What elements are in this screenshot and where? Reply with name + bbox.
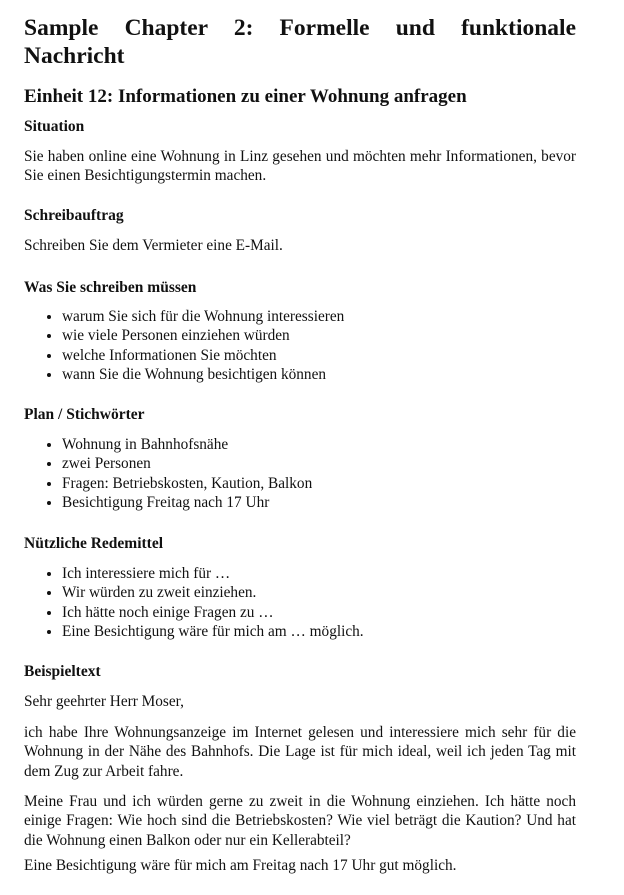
list-item: • welche Informationen Sie möchten <box>62 346 576 365</box>
must-write-list <box>24 307 576 385</box>
chapter-title <box>24 14 576 70</box>
must-write-heading: Was Sie schreiben müssen <box>24 279 197 296</box>
plan-heading: Plan / Stichwörter <box>24 406 145 423</box>
sample-paragraph: Meine Frau und ich würden gerne zu zweit in die Wohnung einziehen. Ich hätte noch einige Fragen: Wie hoch sind die Betriebskosten? Wie viel beträgt die Kaution? Und hat die Wohnung einen Balkon oder nur ein Kellerabteil? <box>24 793 576 849</box>
list-item: • Ich hätte noch einige Fragen zu … <box>62 603 576 622</box>
unit-title: Einheit 12: Informationen zu einer Wohnung anfragen <box>24 86 467 107</box>
list-item: • warum Sie sich für die Wohnung interessieren <box>62 307 576 326</box>
list-item: • Wohnung in Bahnhofsnähe <box>62 435 576 454</box>
list-item: • Eine Besichtigung wäre für mich am … möglich. <box>62 622 576 641</box>
sample-heading: Beispieltext <box>24 663 101 680</box>
list-item: • zwei Personen <box>62 454 576 473</box>
sample-paragraph: ich habe Ihre Wohnungsanzeige im Internet gelesen und interessiere mich sehr für die Wohnung in der Nähe des Bahnhofs. Die Lage ist für mich ideal, weil ich jeden Tag mit dem Zug zur Arbeit fahre. <box>24 724 576 780</box>
situation-heading: Situation <box>24 118 85 135</box>
phrases-heading: Nützliche Redemittel <box>24 535 164 552</box>
list-item: • Wir würden zu zweit einziehen. <box>62 583 576 602</box>
list-item: • Ich interessiere mich für … <box>62 564 576 583</box>
chapter-title-line2: Nachricht <box>24 43 125 69</box>
plan-list <box>24 435 576 513</box>
sample-paragraph: Eine Besichtigung wäre für mich am Freitag nach 17 Uhr gut möglich. <box>24 857 457 874</box>
task-heading: Schreibauftrag <box>24 207 124 224</box>
list-item: • Fragen: Betriebskosten, Kaution, Balkon <box>62 474 576 493</box>
list-item: • Besichtigung Freitag nach 17 Uhr <box>62 493 576 512</box>
task-text: Schreiben Sie dem Vermieter eine E-Mail. <box>24 237 283 254</box>
list-item: • wann Sie die Wohnung besichtigen können <box>62 365 576 384</box>
situation-text: Sie haben online eine Wohnung in Linz gesehen und möchten mehr Informationen, bevor Sie einen Besichtigungstermin machen. <box>24 148 576 185</box>
chapter-title-line1: Sample Chapter 2: Formelle und funktionale <box>24 15 576 41</box>
phrases-list <box>24 564 576 642</box>
sample-salutation: Sehr geehrter Herr Moser, <box>24 693 184 710</box>
list-item: • wie viele Personen einziehen würden <box>62 326 576 345</box>
